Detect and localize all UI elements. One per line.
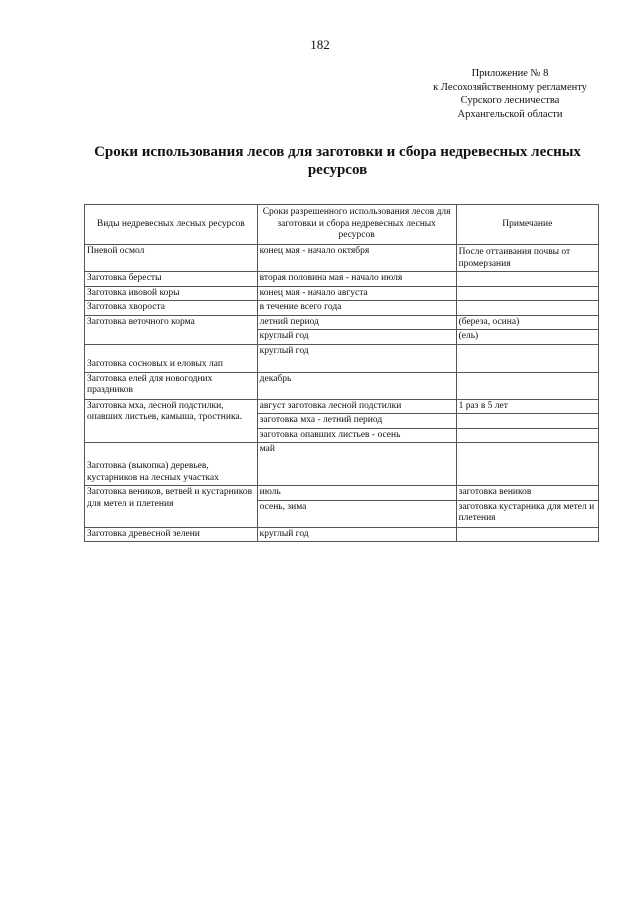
cell-period: август заготовка лесной подстилки	[257, 399, 456, 414]
cell-type: Заготовка веников, ветвей и кустарников для метел и плетения	[85, 486, 258, 528]
document-title: Сроки использования лесов для заготовки и сбора недревесных лесных ресурсов	[94, 144, 581, 178]
cell-period: май	[257, 443, 456, 486]
cell-note	[456, 272, 598, 287]
appendix-line: Архангельской области	[457, 108, 563, 120]
table-row	[85, 245, 599, 272]
table-header-row	[85, 205, 599, 245]
cell-type: Пневой осмол	[85, 245, 258, 272]
table-row	[85, 286, 599, 301]
cell-note	[456, 443, 598, 486]
cell-period: вторая половина мая - начало июля	[257, 272, 456, 287]
appendix-note	[380, 67, 640, 121]
table-row	[85, 372, 599, 399]
cell-type: Заготовка древесной зелени	[85, 527, 258, 542]
cell-period: конец мая - начало октября	[257, 245, 456, 272]
table-row	[85, 315, 599, 330]
appendix-line: Сурского лесничества	[460, 95, 560, 106]
cell-type: Заготовка хвороста	[85, 301, 258, 316]
cell-period: конец мая - начало августа	[257, 286, 456, 301]
cell-note: После оттаивания почвы от промерзания	[456, 245, 598, 272]
cell-note	[456, 527, 598, 542]
table-row	[85, 527, 599, 542]
cell-note: (ель)	[456, 330, 598, 345]
cell-type: Заготовка елей для новогодних праздников	[85, 372, 258, 399]
cell-note: заготовка кустарника для метел и плетения	[456, 500, 598, 527]
cell-period: круглый год	[257, 330, 456, 345]
cell-period: заготовка опавших листьев - осень	[257, 428, 456, 443]
cell-note	[456, 301, 598, 316]
table-row	[85, 272, 599, 287]
cell-period: заготовка мха - летний период	[257, 414, 456, 429]
cell-period: июль	[257, 486, 456, 501]
appendix-line: к Лесохозяйственному регламенту	[433, 81, 587, 93]
header-type: Виды недревесных лесных ресурсов	[85, 205, 258, 245]
cell-note	[456, 344, 598, 372]
table-row	[85, 399, 599, 414]
header-period: Сроки разрешенного использования лесов для заготовки и сбора недревесных лесных ресурсов	[257, 205, 456, 245]
cell-type: Заготовка сосновых и еловых лап	[85, 344, 258, 372]
cell-type: Заготовка (выкопка) деревьев, кустарников на лесных участках	[85, 443, 258, 486]
cell-note: заготовка веников	[456, 486, 598, 501]
table-row	[85, 486, 599, 501]
header-note: Примечание	[456, 205, 598, 245]
cell-period: в течение всего года	[257, 301, 456, 316]
cell-type: Заготовка мха, лесной подстилки, опавших листьев, камыша, тростника.	[85, 399, 258, 443]
cell-note	[456, 414, 598, 429]
table-row	[85, 443, 599, 486]
cell-note	[456, 372, 598, 399]
cell-type: Заготовка бересты	[85, 272, 258, 287]
cell-note	[456, 428, 598, 443]
cell-period: круглый год	[257, 344, 456, 372]
cell-period: летний период	[257, 315, 456, 330]
cell-period: декабрь	[257, 372, 456, 399]
cell-type: Заготовка веточного корма	[85, 315, 258, 344]
cell-note: (береза, осина)	[456, 315, 598, 330]
page-number: 182	[310, 37, 330, 52]
table-row	[85, 301, 599, 316]
cell-note	[456, 286, 598, 301]
cell-type: Заготовка ивовой коры	[85, 286, 258, 301]
resources-table	[84, 204, 599, 542]
cell-period: осень, зима	[257, 500, 456, 527]
cell-note: 1 раз в 5 лет	[456, 399, 598, 414]
cell-period: круглый год	[257, 527, 456, 542]
appendix-line: Приложение № 8	[471, 68, 549, 79]
table-row	[85, 344, 599, 372]
